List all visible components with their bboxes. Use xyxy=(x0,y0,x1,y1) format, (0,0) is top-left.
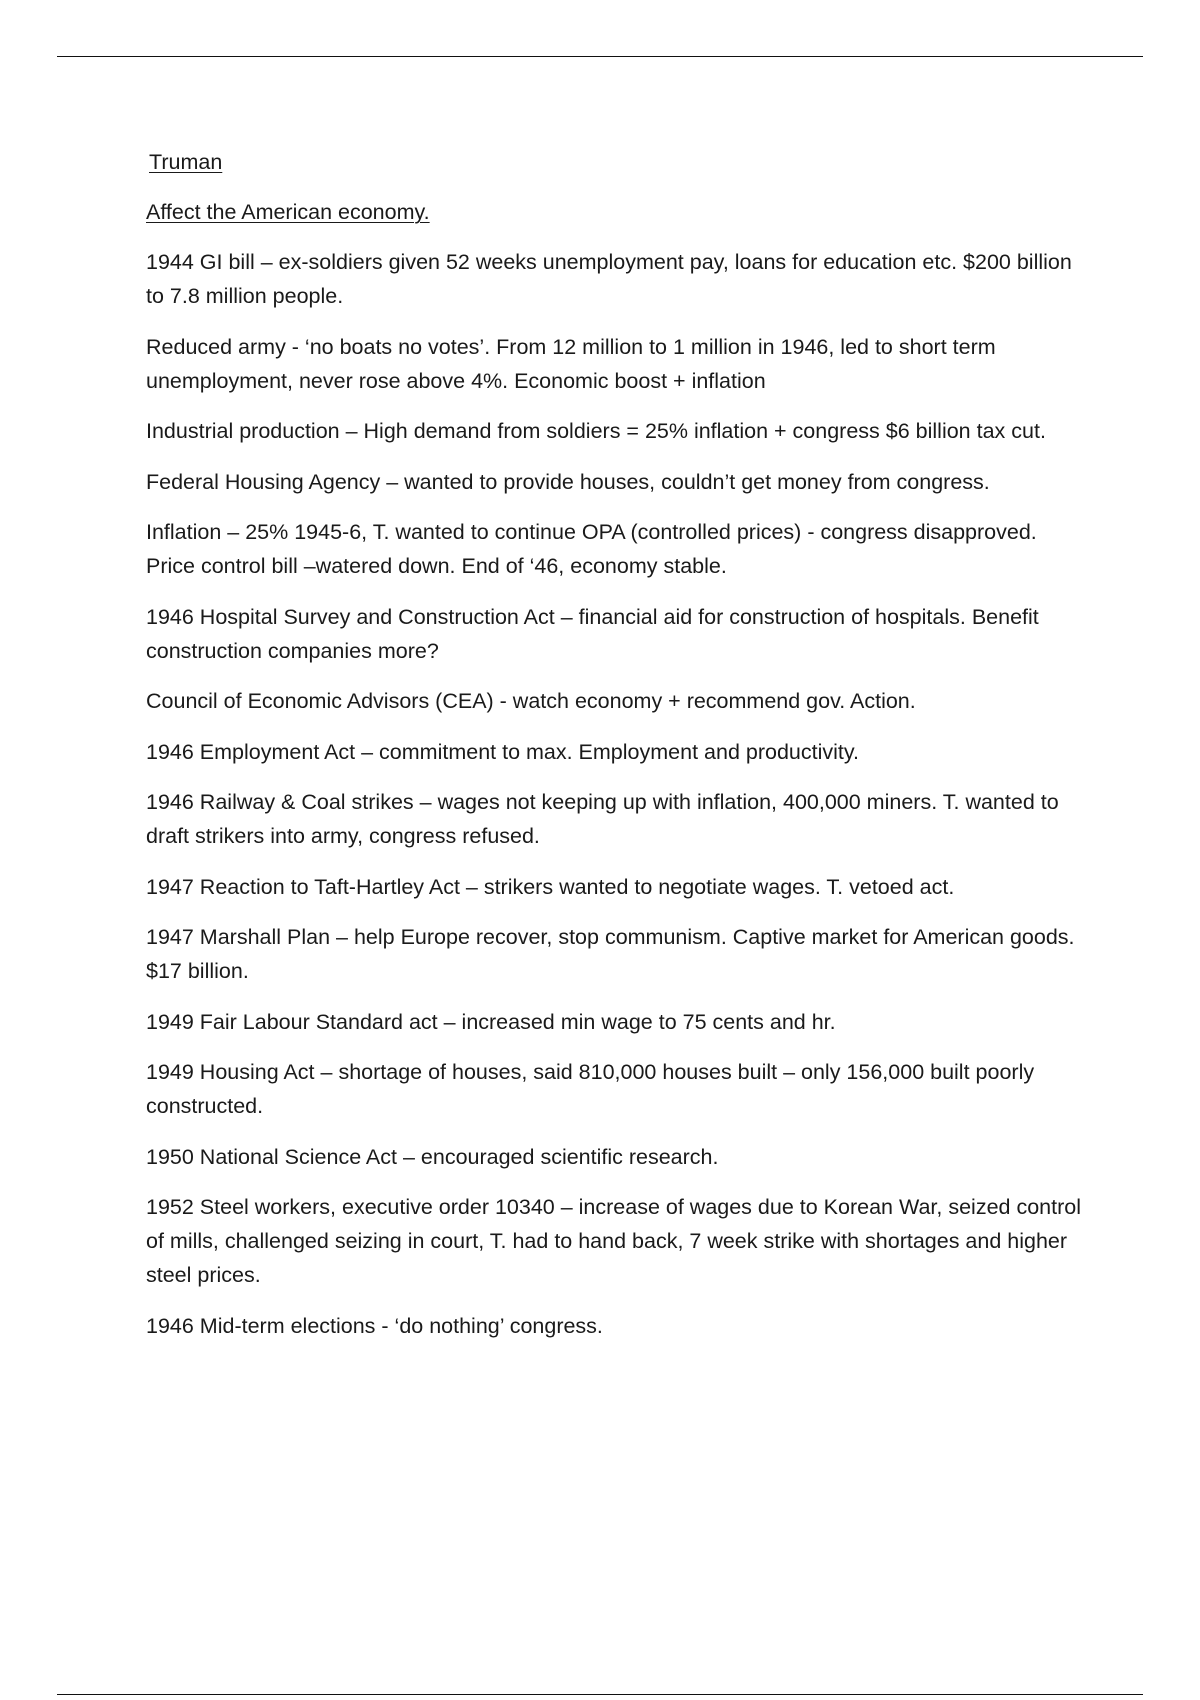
paragraph-federal-housing: Federal Housing Agency – wanted to provide houses, couldn’t get money from congress. xyxy=(146,469,990,494)
paragraph-fair-labour: 1949 Fair Labour Standard act – increased min wage to 75 cents and hr. xyxy=(146,1009,836,1034)
paragraph-taft-hartley: 1947 Reaction to Taft-Hartley Act – strikers wanted to negotiate wages. T. vetoed act. xyxy=(146,874,955,899)
paragraph-midterm-elections: 1946 Mid-term elections - ‘do nothing’ congress. xyxy=(146,1313,603,1338)
paragraph-cea: Council of Economic Advisors (CEA) - watch economy + recommend gov. Action. xyxy=(146,689,916,713)
document-subtitle: Affect the American economy. xyxy=(146,200,430,224)
paragraph-science-act: 1950 National Science Act – encouraged scientific research. xyxy=(146,1144,719,1169)
header-rule xyxy=(57,56,1143,57)
document-body xyxy=(146,145,1090,1359)
paragraph-housing-act: 1949 Housing Act – shortage of houses, said 810,000 houses built – only 156,000 built poorly constructed. xyxy=(146,1060,1035,1118)
paragraph-employment-act: 1946 Employment Act – commitment to max. Employment and productivity. xyxy=(146,739,859,764)
paragraph-strikes: 1946 Railway & Coal strikes – wages not keeping up with inflation, 400,000 miners. T. wanted to draft strikers into army, congress refused. xyxy=(146,790,1059,848)
paragraph-gi-bill: 1944 GI bill – ex-soldiers given 52 weeks unemployment pay, loans for education etc. $200 billion to 7.8 million people. xyxy=(146,250,1072,308)
paragraph-steel-workers: 1952 Steel workers, executive order 10340 – increase of wages due to Korean War, seized control of mills, challenged seizing in court, T. had to hand back, 7 week strike with shortages and higher steel prices. xyxy=(146,1195,1081,1287)
paragraph-inflation: Inflation – 25% 1945-6, T. wanted to continue OPA (controlled prices) - congress disapproved. Price control bill –watered down. End of ‘46, economy stable. xyxy=(146,520,1037,578)
paragraph-reduced-army: Reduced army - ‘no boats no votes’. From 12 million to 1 million in 1946, led to short term unemployment, never rose above 4%. Economic boost + inflation xyxy=(146,334,996,393)
paragraph-industrial-production: Industrial production – High demand from soldiers = 25% inflation + congress $6 billion tax cut. xyxy=(146,419,1046,443)
document-title: Truman xyxy=(149,150,223,174)
paragraph-hospital-act: 1946 Hospital Survey and Construction Act – financial aid for construction of hospitals. Benefit construction companies more? xyxy=(146,604,1039,663)
paragraph-marshall-plan: 1947 Marshall Plan – help Europe recover, stop communism. Captive market for American goods. $17 billion. xyxy=(146,925,1075,983)
footer-rule xyxy=(57,1694,1143,1695)
